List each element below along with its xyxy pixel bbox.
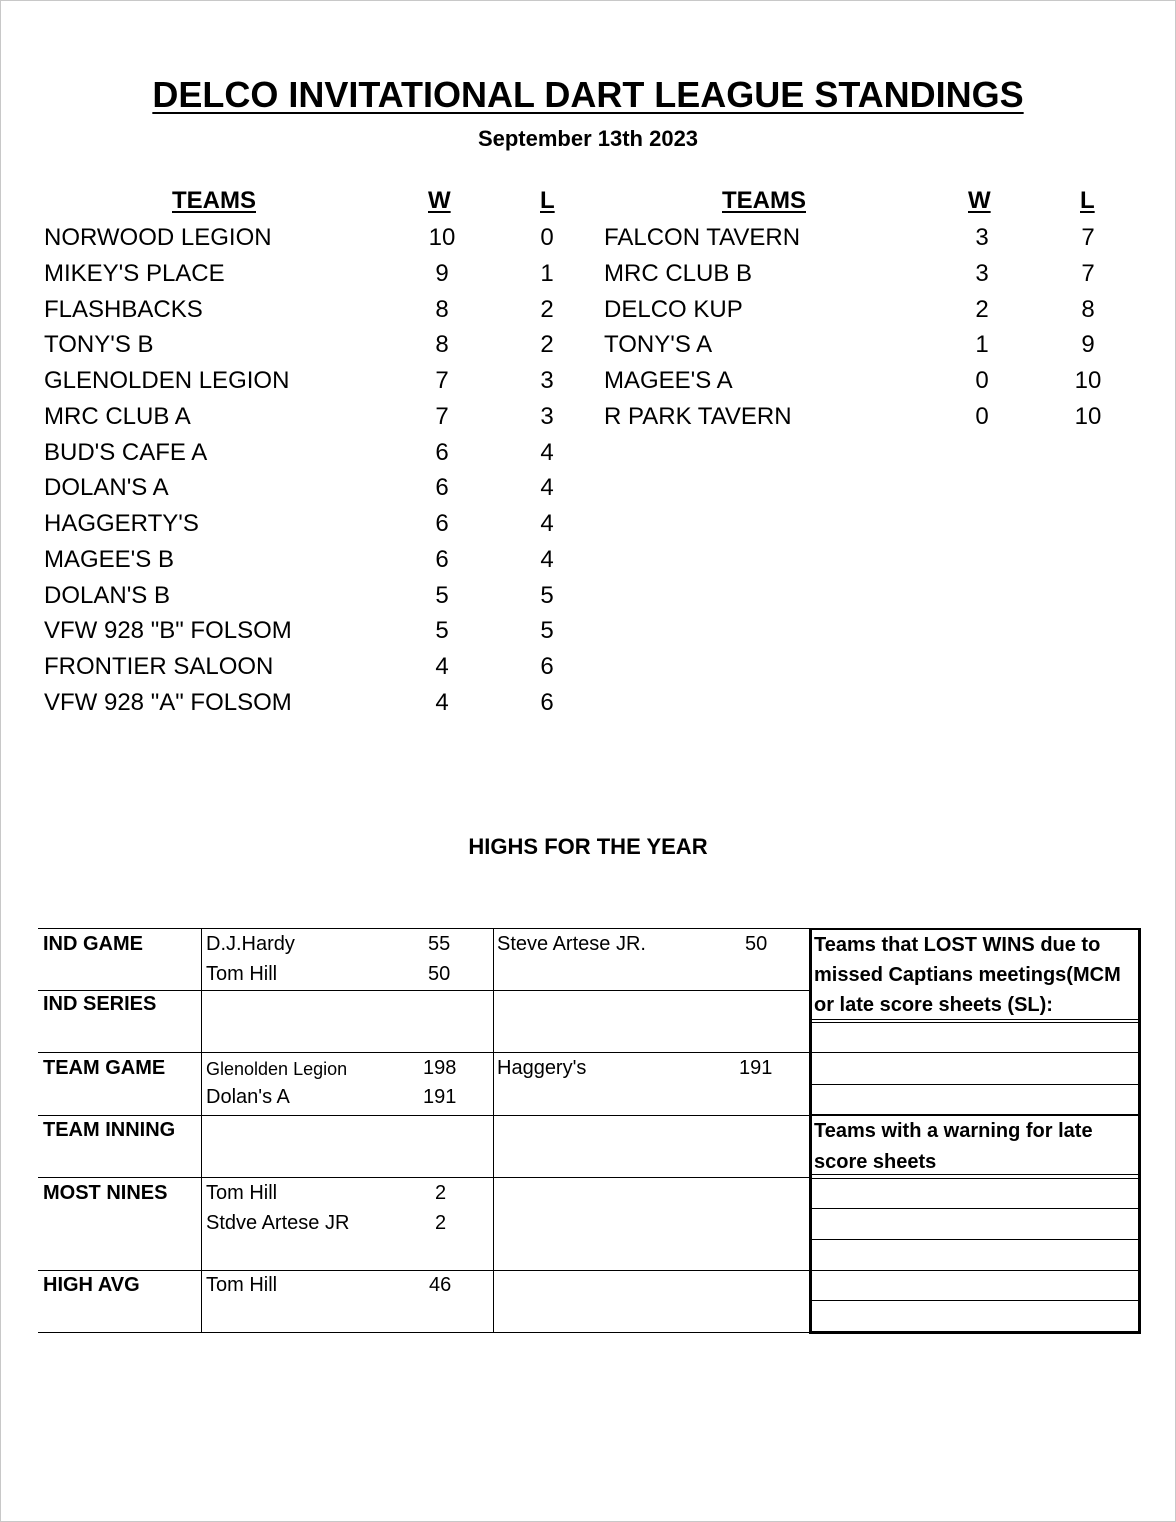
left-team-wins: 7 xyxy=(435,402,449,430)
left-team-name: VFW 928 "A" FOLSOM xyxy=(44,688,292,716)
page-title: DELCO INVITATIONAL DART LEAGUE STANDINGS xyxy=(152,74,1024,115)
left-team-losses: 6 xyxy=(540,653,554,680)
ind-game-player-3: Steve Artese JR. xyxy=(497,933,646,955)
left-team-name: GLENOLDEN LEGION xyxy=(44,367,290,394)
team-inning-label: TEAM INNING xyxy=(43,1119,176,1141)
left-team-losses: 2 xyxy=(540,295,554,323)
left-team-wins: 4 xyxy=(435,688,449,716)
right-team-name: R PARK TAVERN xyxy=(604,402,792,430)
left-team-name: MAGEE'S B xyxy=(44,545,174,573)
lost-wins-note-line-3: or late score sheets (SL): xyxy=(814,994,1053,1016)
right-team-losses: 8 xyxy=(1081,295,1095,323)
left-team-wins: 10 xyxy=(428,224,456,251)
left-team-name: FLASHBACKS xyxy=(44,295,203,323)
left-team-wins: 6 xyxy=(435,545,449,573)
team-game-label: TEAM GAME xyxy=(43,1057,166,1079)
left-team-losses: 1 xyxy=(540,259,554,287)
left-team-losses: 4 xyxy=(540,545,554,573)
left-wins-header: W xyxy=(428,187,451,214)
left-team-name: MIKEY'S PLACE xyxy=(44,259,225,287)
right-teams-header: TEAMS xyxy=(722,187,806,214)
left-team-wins: 5 xyxy=(435,581,449,609)
left-team-name: TONY'S B xyxy=(44,331,154,359)
right-wins-header: W xyxy=(968,187,991,214)
left-team-losses: 5 xyxy=(540,581,554,609)
left-team-wins: 6 xyxy=(435,510,449,537)
most-nines-player-2: Stdve Artese JR xyxy=(206,1212,350,1234)
ind-game-label: IND GAME xyxy=(43,933,143,955)
ind-game-player-2: Tom Hill xyxy=(206,963,278,985)
left-team-name: BUD'S CAFE A xyxy=(44,438,208,466)
ind-game-value-3: 50 xyxy=(745,933,768,955)
right-team-wins: 0 xyxy=(975,402,989,430)
most-nines-player-1: Tom Hill xyxy=(206,1182,278,1204)
left-team-wins: 6 xyxy=(435,438,449,466)
right-team-wins: 2 xyxy=(975,295,989,323)
left-team-wins: 7 xyxy=(435,367,449,394)
left-losses-header: L xyxy=(540,187,555,214)
ind-series-label: IND SERIES xyxy=(43,993,157,1015)
warning-note-line-1: Teams with a warning for late xyxy=(814,1120,1093,1142)
left-team-name: VFW 928 "B" FOLSOM xyxy=(44,617,292,645)
most-nines-value-2: 2 xyxy=(435,1212,447,1234)
left-team-wins: 9 xyxy=(435,259,449,287)
right-losses-header: L xyxy=(1080,187,1095,214)
team-game-team-1: Glenolden Legion xyxy=(206,1059,348,1079)
left-team-losses: 2 xyxy=(540,331,554,359)
left-team-wins: 4 xyxy=(435,653,449,680)
left-teams-header: TEAMS xyxy=(172,187,256,214)
warning-note-line-2: score sheets xyxy=(814,1151,937,1173)
left-team-name: NORWOOD LEGION xyxy=(44,224,272,251)
high-avg-value: 46 xyxy=(429,1274,452,1296)
left-team-wins: 6 xyxy=(435,474,449,502)
right-team-name: MAGEE'S A xyxy=(604,367,733,394)
left-team-losses: 6 xyxy=(540,688,554,716)
left-team-wins: 8 xyxy=(435,295,449,323)
highs-title: HIGHS FOR THE YEAR xyxy=(468,834,708,859)
most-nines-value-1: 2 xyxy=(435,1182,447,1204)
right-team-wins: 0 xyxy=(975,367,989,394)
team-game-value-2: 191 xyxy=(423,1086,457,1108)
lost-wins-note-line-1: Teams that LOST WINS due to xyxy=(814,934,1101,956)
left-team-losses: 4 xyxy=(540,474,554,502)
team-game-team-3: Haggery's xyxy=(497,1057,587,1079)
left-team-losses: 0 xyxy=(540,224,554,251)
team-game-team-2: Dolan's A xyxy=(206,1086,290,1108)
team-game-value-1: 198 xyxy=(423,1057,457,1079)
right-team-losses: 10 xyxy=(1074,402,1102,430)
right-team-wins: 3 xyxy=(975,224,989,251)
left-team-wins: 8 xyxy=(435,331,449,359)
left-team-name: DOLAN'S B xyxy=(44,581,170,609)
right-team-name: DELCO KUP xyxy=(604,295,743,323)
right-team-wins: 3 xyxy=(975,259,989,287)
right-team-name: TONY'S A xyxy=(604,331,713,359)
lost-wins-note-line-2: missed Captians meetings(MCM xyxy=(814,964,1121,986)
left-team-name: MRC CLUB A xyxy=(44,402,191,430)
left-team-name: DOLAN'S A xyxy=(44,474,169,502)
left-team-losses: 4 xyxy=(540,510,554,537)
left-team-losses: 3 xyxy=(540,402,554,430)
ind-game-player-1: D.J.Hardy xyxy=(206,933,295,955)
left-team-name: HAGGERTY'S xyxy=(44,510,199,537)
right-team-wins: 1 xyxy=(975,331,989,359)
right-team-losses: 10 xyxy=(1074,367,1102,394)
right-team-name: FALCON TAVERN xyxy=(604,224,801,251)
right-team-name: MRC CLUB B xyxy=(604,259,753,287)
high-avg-player: Tom Hill xyxy=(206,1274,278,1296)
ind-game-value-2: 50 xyxy=(428,963,451,985)
left-team-name: FRONTIER SALOON xyxy=(44,653,274,680)
left-team-losses: 5 xyxy=(540,617,554,645)
most-nines-label: MOST NINES xyxy=(43,1182,168,1204)
left-team-wins: 5 xyxy=(435,617,449,645)
right-team-losses: 7 xyxy=(1081,259,1095,287)
high-avg-label: HIGH AVG xyxy=(43,1274,140,1296)
team-game-value-3: 191 xyxy=(739,1057,773,1079)
right-team-losses: 7 xyxy=(1081,224,1095,251)
left-team-losses: 3 xyxy=(540,367,554,394)
standings-date: September 13th 2023 xyxy=(477,126,699,151)
right-team-losses: 9 xyxy=(1081,331,1095,359)
left-team-losses: 4 xyxy=(540,438,554,466)
ind-game-value-1: 55 xyxy=(428,933,451,955)
